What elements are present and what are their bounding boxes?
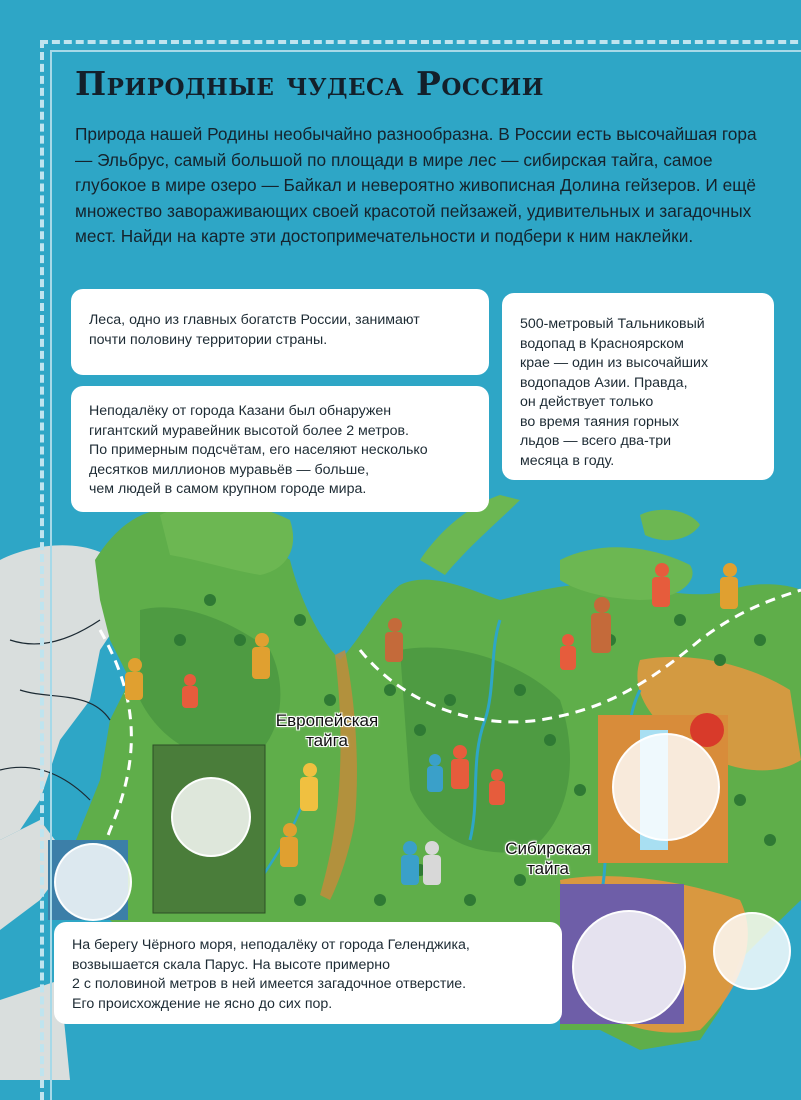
- sticker-slot-european-taiga[interactable]: [171, 777, 251, 857]
- sticker-slot-black-sea-coast[interactable]: [54, 843, 132, 921]
- sticker-slot-waterfall[interactable]: [612, 733, 720, 841]
- map-label-european-taiga: Европейская тайга: [275, 711, 379, 750]
- intro-paragraph: Природа нашей Родины необычайно разнообразна. В России есть высочайшая гора — Эльбрус, самый большой по площади в мире лес — сибирская тайга, самое глубокое в мире озеро — Байкал и невероятно живописная Долина гейзеров. И ещё множество завораживающих своей красотой пейзажей, удивительных и загадочных мест. Найди на карте эти достопримечательности и подбери к ним наклейки.: [75, 124, 757, 246]
- note-anthill: Неподалёку от города Казани был обнаружен гигантский муравейник высотой более 2 метров. По примерным подсчётам, его населяют несколько десятков миллионов муравьёв — больше, чем людей в самом крупном городе мира.: [71, 386, 489, 512]
- note-parus-rock: На берегу Чёрного моря, неподалёку от города Геленджика, возвышается скала Парус. На высоте примерно 2 с половиной метров в ней имеется загадочное отверстие. Его происхождение не ясно до сих пор.: [54, 922, 562, 1024]
- sticker-slot-rock[interactable]: [572, 910, 686, 1024]
- note-waterfall: 500-метровый Тальниковый водопад в Красноярском крае — один из высочайших водопадов Азии. Правда, он действует только во время таяния горных льдов — всего два-три месяца в году.: [502, 293, 774, 480]
- note-forests: Леса, одно из главных богатств России, занимают почти половину территории страны.: [71, 289, 489, 375]
- map-label-siberian-taiga: Сибирская тайга: [505, 839, 591, 878]
- page-title: Природные чудеса России: [75, 64, 544, 103]
- sticker-slot-geyser[interactable]: [713, 912, 791, 990]
